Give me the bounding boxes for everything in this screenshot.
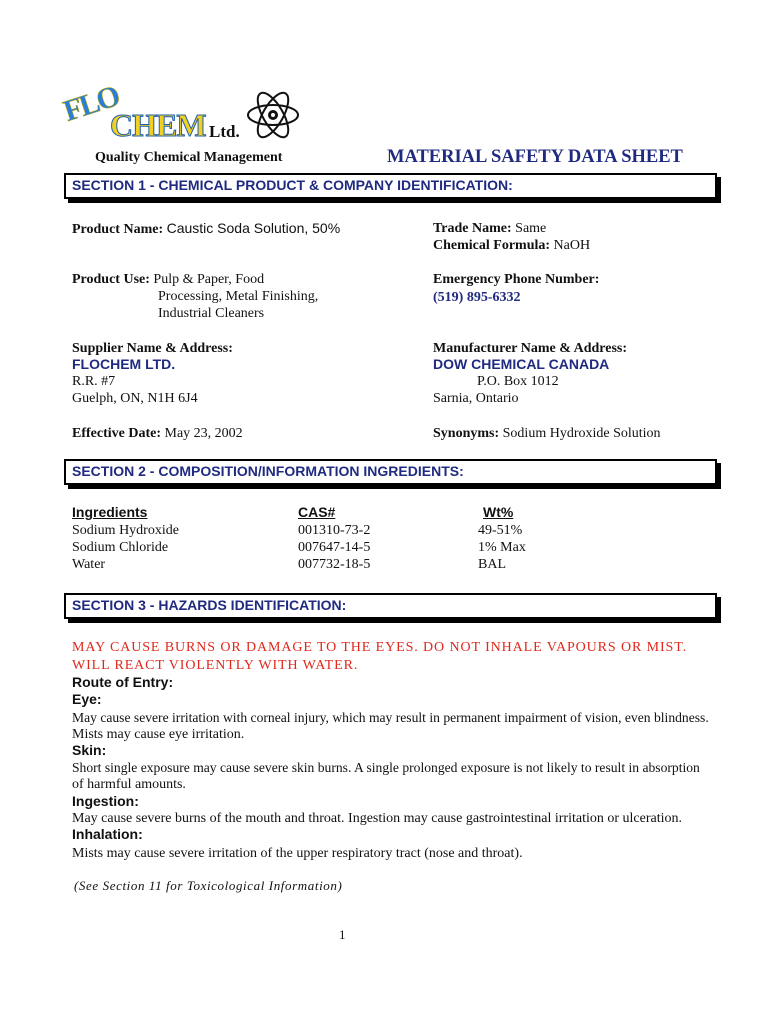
skin-text-2: of harmful amounts.: [72, 777, 186, 792]
hazard-warning-line-2: WILL REACT VIOLENTLY WITH WATER.: [72, 658, 359, 673]
cell-ingredient: Sodium Hydroxide: [72, 523, 179, 538]
trade-name-label: Trade Name:: [433, 221, 512, 236]
eye-label: Eye:: [72, 691, 102, 707]
manufacturer-address-1: P.O. Box 1012: [477, 374, 559, 389]
product-name-row: [72, 220, 340, 238]
product-use-line-1: Pulp & Paper, Food: [153, 272, 265, 287]
supplier-label-text: Supplier Name & Address:: [72, 341, 233, 356]
section-3-title: SECTION 3 - HAZARDS IDENTIFICATION:: [72, 597, 347, 613]
cell-cas: 001310-73-2: [298, 523, 371, 538]
cell-wt: 1% Max: [478, 540, 526, 555]
eye-text-2: Mists may cause eye irritation.: [72, 727, 245, 742]
cell-ingredient: Sodium Chloride: [72, 540, 169, 555]
supplier-label: [72, 340, 233, 357]
section-2-title: SECTION 2 - COMPOSITION/INFORMATION INGREDIENTS:: [72, 463, 464, 479]
page-number: 1: [339, 927, 346, 942]
hazard-warning-line-1: MAY CAUSE BURNS OR DAMAGE TO THE EYES. DO NOT INHALE VAPOURS OR MIST.: [72, 640, 688, 655]
product-use-line-3: Industrial Cleaners: [158, 306, 265, 321]
inhalation-label: Inhalation:: [72, 826, 143, 842]
emergency-phone: (519) 895-6332: [433, 290, 521, 305]
cell-cas: 007647-14-5: [298, 540, 371, 555]
company-logo: [59, 79, 320, 165]
ingestion-label: Ingestion:: [72, 793, 139, 809]
document-title: MATERIAL SAFETY DATA SHEET: [387, 147, 683, 167]
effective-date-row: [72, 425, 243, 442]
ingestion-text: May cause severe burns of the mouth and throat. Ingestion may cause gastrointestinal irritation or ulceration.: [72, 811, 682, 826]
route-of-entry-label: Route of Entry:: [72, 674, 174, 690]
col-header-ingredients: Ingredients: [72, 504, 148, 520]
logo-word-flo: FLO: [59, 79, 123, 129]
atom-icon: [245, 87, 301, 143]
manufacturer-address-2: Sarnia, Ontario: [433, 391, 519, 406]
effective-date-value: May 23, 2002: [164, 426, 243, 441]
cell-ingredient: Water: [72, 557, 106, 572]
product-use-label: Product Use:: [72, 272, 150, 287]
section-1-title: SECTION 1 - CHEMICAL PRODUCT & COMPANY IDENTIFICATION:: [72, 177, 513, 193]
manufacturer-name: DOW CHEMICAL CANADA: [433, 356, 610, 372]
col-header-cas: CAS#: [298, 504, 336, 520]
formula-value: NaOH: [553, 238, 591, 253]
product-name-value: Caustic Soda Solution, 50%: [166, 220, 341, 236]
synonyms-label: Synonyms:: [433, 426, 500, 441]
section-2-header: [64, 459, 717, 485]
trade-name-row: [433, 220, 546, 237]
manufacturer-label: [433, 340, 627, 357]
trade-name-value: Same: [515, 221, 547, 236]
cell-cas: 007732-18-5: [298, 557, 371, 572]
col-header-wt: Wt%: [483, 504, 514, 520]
supplier-address-1: R.R. #7: [72, 374, 116, 389]
emergency-label: [433, 271, 599, 288]
eye-text-1: May cause severe irritation with corneal injury, which may result in permanent impairment of vision, even blindness.: [72, 710, 709, 725]
product-use-line-2: Processing, Metal Finishing,: [158, 289, 319, 304]
synonyms-value: Sodium Hydroxide Solution: [502, 426, 661, 441]
ingredients-table: [72, 504, 572, 574]
supplier-name: FLOCHEM LTD.: [72, 356, 176, 372]
effective-date-label: Effective Date:: [72, 426, 162, 441]
supplier-address-2: Guelph, ON, N1H 6J4: [72, 391, 198, 406]
logo-tagline: Quality Chemical Management: [95, 150, 283, 165]
skin-label: Skin:: [72, 742, 107, 758]
product-name-label: Product Name:: [72, 222, 164, 237]
cell-wt: 49-51%: [478, 523, 523, 538]
cell-wt: BAL: [478, 557, 506, 572]
formula-row: [433, 237, 590, 254]
logo-ltd: Ltd.: [209, 122, 240, 141]
synonyms-row: [433, 425, 661, 442]
skin-text-1: Short single exposure may cause severe skin burns. A single prolonged exposure is not likely to result in absorption: [72, 760, 700, 775]
emergency-label-text: Emergency Phone Number:: [433, 272, 600, 287]
logo-word-chem: CHEM: [110, 107, 206, 143]
manufacturer-label-text: Manufacturer Name & Address:: [433, 341, 628, 356]
formula-label: Chemical Formula:: [433, 238, 551, 253]
section-1-header: [64, 173, 717, 199]
product-use-row: [72, 271, 264, 288]
section-3-header: [64, 593, 717, 619]
see-section-note: (See Section 11 for Toxicological Information): [74, 878, 343, 893]
inhalation-text: Mists may cause severe irritation of the upper respiratory tract (nose and throat).: [72, 846, 523, 861]
